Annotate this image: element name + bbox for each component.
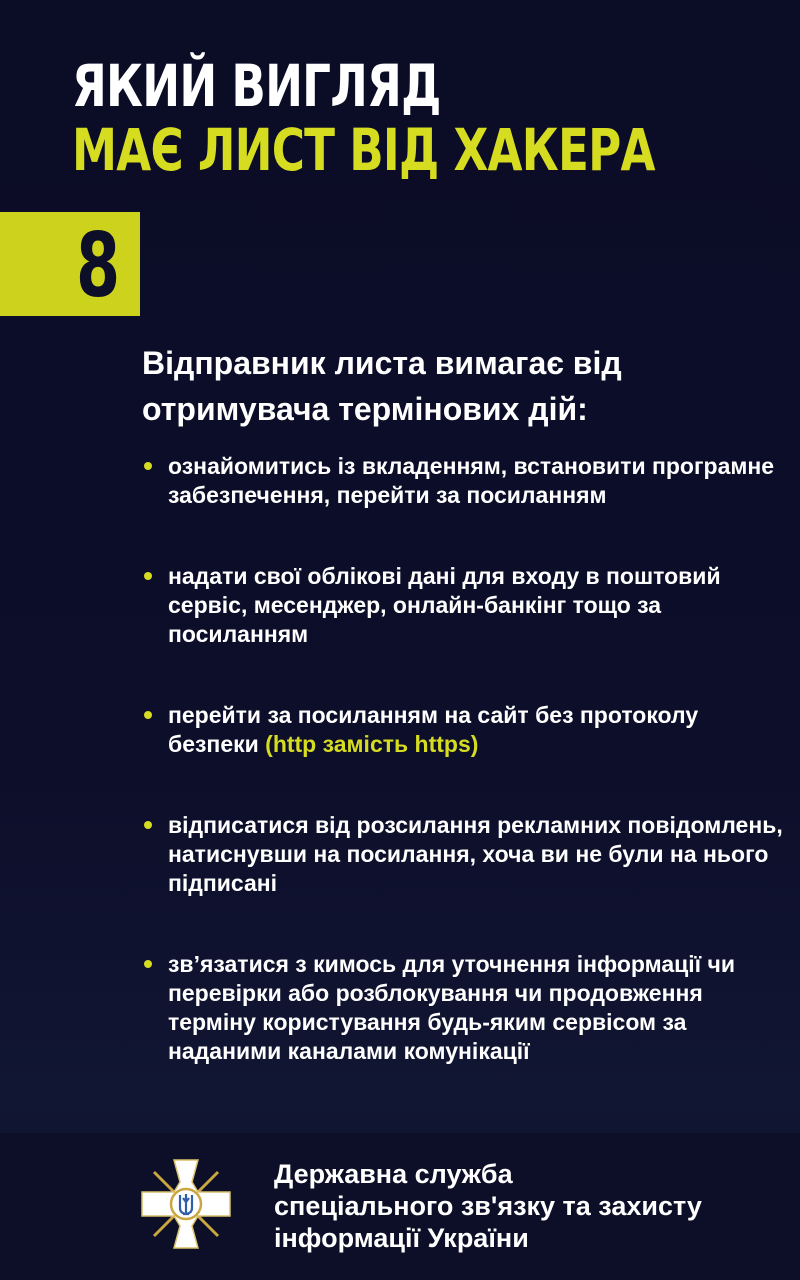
list-item bbox=[144, 701, 784, 759]
list-item-text: перейти за посиланням на сайт без протоколу безпеки bbox=[168, 702, 699, 757]
list-item bbox=[144, 950, 784, 1066]
list-item bbox=[144, 452, 784, 510]
org-line-2: спеціального зв'язку та захисту bbox=[274, 1191, 702, 1221]
organization-name bbox=[274, 1158, 774, 1254]
bullet-icon bbox=[144, 821, 152, 829]
bullet-icon bbox=[144, 960, 152, 968]
list-item bbox=[144, 562, 784, 649]
title-line-1: ЯКИЙ ВИГЛЯД bbox=[72, 52, 441, 120]
ssscip-emblem-icon bbox=[140, 1158, 232, 1250]
title-line-2: МАЄ ЛИСТ ВІД ХАКЕРА bbox=[72, 116, 655, 184]
list-item-highlight: (http замість https) bbox=[265, 731, 479, 757]
bullet-icon bbox=[144, 711, 152, 719]
page-title bbox=[72, 54, 655, 182]
org-line-1: Державна служба bbox=[274, 1159, 513, 1189]
list-item-text: зв’язатися з кимось для уточнення інформації чи перевірки або розблокування чи продовження терміну користування будь-яким сервісом за наданими каналами комунікації bbox=[168, 951, 736, 1064]
list-item bbox=[144, 811, 784, 898]
bullet-icon bbox=[144, 462, 152, 470]
list-item-text: надати свої облікові дані для входу в поштовий сервіс, месенджер, онлайн-банкінг тощо за посиланням bbox=[168, 563, 721, 647]
list-item-text: ознайомитись із вкладенням, встановити програмне забезпечення, перейти за посиланням bbox=[168, 453, 775, 508]
org-line-3: інформації України bbox=[274, 1223, 529, 1253]
bullet-icon bbox=[144, 572, 152, 580]
list-item-text: відписатися від розсилання рекламних повідомлень, натиснувши на посилання, хоча ви не були на нього підписані bbox=[168, 812, 783, 896]
lead-text: Відправник листа вимагає від отримувача термінових дій: bbox=[142, 345, 622, 427]
card-number: 8 bbox=[76, 214, 121, 317]
requirements-list bbox=[144, 452, 784, 1118]
